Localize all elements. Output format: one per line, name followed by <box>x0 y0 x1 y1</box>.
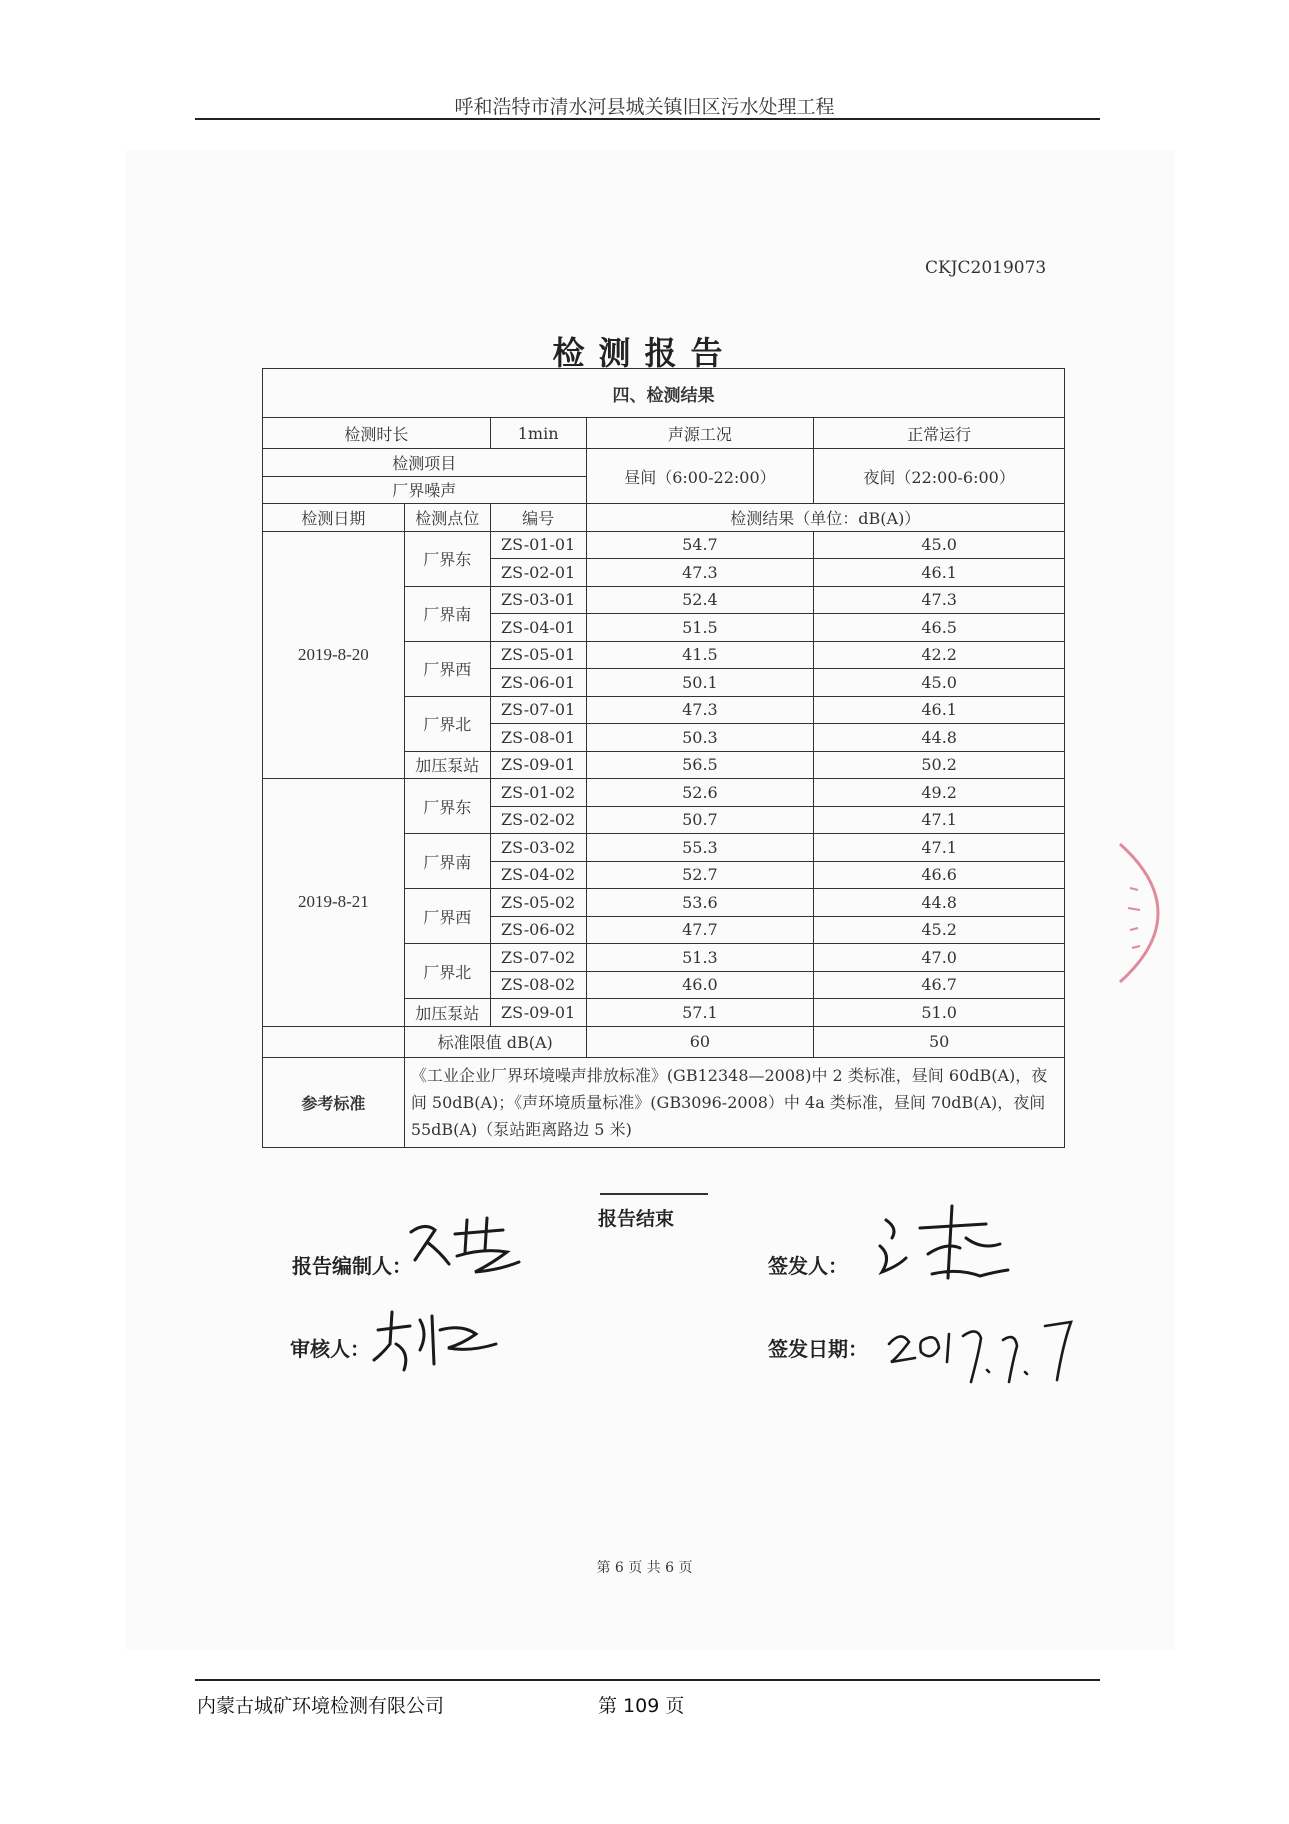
sample-code: ZS-08-01 <box>490 724 586 752</box>
day-value: 41.5 <box>586 641 814 669</box>
duration-label: 检测时长 <box>263 418 491 449</box>
night-value: 45.0 <box>814 531 1065 559</box>
sample-code: ZS-06-01 <box>490 669 586 697</box>
issuer-signature <box>868 1198 1018 1288</box>
limit-row <box>263 1026 1065 1057</box>
day-value: 54.7 <box>586 531 814 559</box>
sample-code: ZS-01-01 <box>490 531 586 559</box>
reference-text: 《工业企业厂界环境噪声排放标准》(GB12348—2008)中 2 类标准，昼间 60dB(A)，夜间 50dB(A)；《声环境质量标准》(GB3096-2008）中 4a 类标准，昼间 70dB(A)，夜间 55dB(A)（泵站距离路边 5 米) <box>404 1057 1064 1147</box>
sample-code: ZS-07-01 <box>490 696 586 724</box>
official-stamp-edge <box>1110 838 1170 988</box>
sample-code: ZS-08-02 <box>490 971 586 999</box>
issue-date-handwritten <box>885 1300 1080 1385</box>
day-value: 51.5 <box>586 614 814 642</box>
noise-results-table <box>262 368 1065 1148</box>
day-value: 50.1 <box>586 669 814 697</box>
report-title: 检测报告 <box>552 334 737 372</box>
test-point: 厂界西 <box>404 641 490 696</box>
night-value: 46.1 <box>814 696 1065 724</box>
sample-code: ZS-07-02 <box>490 944 586 972</box>
night-value: 47.3 <box>814 586 1065 614</box>
test-point: 厂界西 <box>404 889 490 944</box>
sample-code: ZS-02-01 <box>490 559 586 587</box>
sample-code: ZS-03-01 <box>490 586 586 614</box>
item-label: 检测项目 <box>263 449 587 477</box>
condition-value: 正常运行 <box>814 418 1065 449</box>
day-value: 56.5 <box>586 751 814 779</box>
day-value: 52.7 <box>586 861 814 889</box>
night-value: 46.7 <box>814 971 1065 999</box>
duration-value: 1min <box>490 418 586 449</box>
night-value: 51.0 <box>814 999 1065 1027</box>
footer-company: 内蒙古城矿环境检测有限公司 <box>197 1695 445 1717</box>
test-point: 厂界北 <box>404 696 490 751</box>
issue-date-label: 签发日期： <box>768 1337 868 1361</box>
night-value: 46.1 <box>814 559 1065 587</box>
day-value: 46.0 <box>586 971 814 999</box>
day-value: 57.1 <box>586 999 814 1027</box>
footer-page-number: 第 109 页 <box>598 1695 685 1717</box>
night-period-label: 夜间（22:00-6:00） <box>814 449 1065 504</box>
night-value: 47.1 <box>814 806 1065 834</box>
sample-code: ZS-04-02 <box>490 861 586 889</box>
night-value: 44.8 <box>814 724 1065 752</box>
day-value: 51.3 <box>586 944 814 972</box>
sample-code: ZS-05-01 <box>490 641 586 669</box>
compiler-label: 报告编制人： <box>292 1254 412 1278</box>
test-point: 加压泵站 <box>404 999 490 1027</box>
footer-divider <box>195 1679 1100 1681</box>
header-divider <box>195 118 1100 120</box>
day-value: 50.7 <box>586 806 814 834</box>
test-point: 厂界南 <box>404 834 490 889</box>
day-value: 47.3 <box>586 559 814 587</box>
table-row <box>263 531 1065 559</box>
day-value: 53.6 <box>586 889 814 917</box>
night-value: 45.0 <box>814 669 1065 697</box>
report-number: CKJC2019073 <box>925 258 1047 278</box>
test-date: 2019-8-20 <box>263 531 405 779</box>
day-value: 47.7 <box>586 916 814 944</box>
test-point: 加压泵站 <box>404 751 490 779</box>
night-value: 47.1 <box>814 834 1065 862</box>
section-title: 四、检测结果 <box>263 369 1065 418</box>
night-value: 45.2 <box>814 916 1065 944</box>
day-value: 50.3 <box>586 724 814 752</box>
document-header-title: 呼和浩特市清水河县城关镇旧区污水处理工程 <box>454 96 835 118</box>
limit-night: 50 <box>814 1026 1065 1057</box>
night-value: 46.5 <box>814 614 1065 642</box>
sample-code: ZS-03-02 <box>490 834 586 862</box>
sample-code: ZS-09-01 <box>490 751 586 779</box>
compiler-signature <box>405 1212 525 1282</box>
limit-day: 60 <box>586 1026 814 1057</box>
day-value: 52.6 <box>586 779 814 807</box>
sample-code: ZS-06-02 <box>490 916 586 944</box>
night-value: 42.2 <box>814 641 1065 669</box>
item-value: 厂界噪声 <box>263 476 587 504</box>
reviewer-label: 审核人： <box>290 1337 370 1361</box>
column-header-point: 检测点位 <box>404 504 490 532</box>
limit-label: 标准限值 dB(A) <box>404 1026 586 1057</box>
night-value: 50.2 <box>814 751 1065 779</box>
sample-code: ZS-01-02 <box>490 779 586 807</box>
day-value: 52.4 <box>586 586 814 614</box>
sample-code: ZS-02-02 <box>490 806 586 834</box>
page-count: 第 6 页 共 6 页 <box>596 1560 693 1576</box>
day-period-label: 昼间（6:00-22:00） <box>586 449 814 504</box>
night-value: 49.2 <box>814 779 1065 807</box>
night-value: 46.6 <box>814 861 1065 889</box>
table-row <box>263 779 1065 807</box>
end-divider <box>600 1193 708 1195</box>
night-value: 44.8 <box>814 889 1065 917</box>
sample-code: ZS-05-02 <box>490 889 586 917</box>
sample-code: ZS-09-01 <box>490 999 586 1027</box>
sample-code: ZS-04-01 <box>490 614 586 642</box>
report-end-text: 报告结束 <box>598 1208 675 1230</box>
column-header-result: 检测结果（单位：dB(A)） <box>586 504 1064 532</box>
reference-row <box>263 1057 1065 1147</box>
reviewer-signature <box>370 1300 505 1380</box>
day-value: 47.3 <box>586 696 814 724</box>
condition-label: 声源工况 <box>586 418 814 449</box>
day-value: 55.3 <box>586 834 814 862</box>
test-point: 厂界东 <box>404 779 490 834</box>
reference-label: 参考标准 <box>263 1057 405 1147</box>
column-header-code: 编号 <box>490 504 586 532</box>
test-point: 厂界北 <box>404 944 490 999</box>
test-point: 厂界南 <box>404 586 490 641</box>
issuer-label: 签发人： <box>768 1254 848 1278</box>
column-header-date: 检测日期 <box>263 504 405 532</box>
limit-blank <box>263 1026 405 1057</box>
test-point: 厂界东 <box>404 531 490 586</box>
test-date: 2019-8-21 <box>263 779 405 1027</box>
night-value: 47.0 <box>814 944 1065 972</box>
